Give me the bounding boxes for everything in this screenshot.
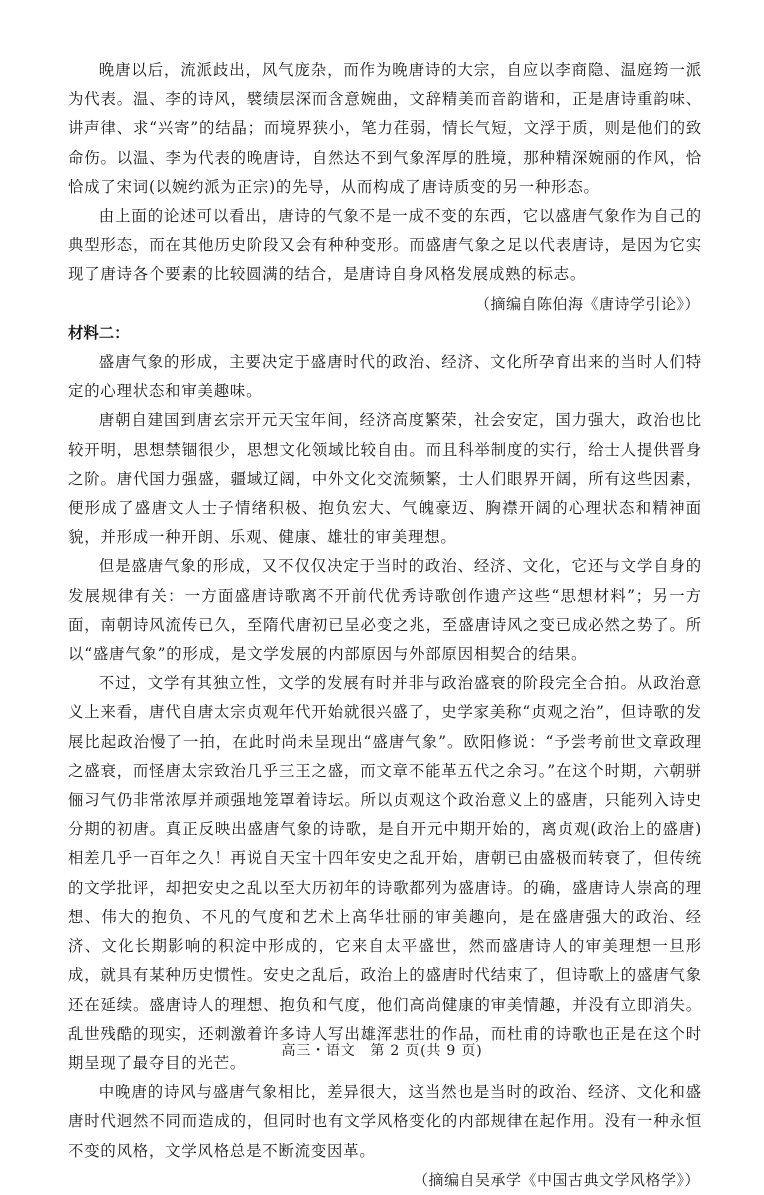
paragraph: 中晚唐的诗风与盛唐气象相比，差异很大，这当然也是当时的政治、经济、文化和盛唐时代迥然不同而造成的，但同时也有文学风格变化的内部规律在起作用。没有一种永恒不变的风格，文学风格总是不断流变因革。 — [68, 1083, 702, 1160]
paragraph: 唐朝自建国到唐玄宗开元天宝年间，经济高度繁荣，社会安定，国力强大，政治也比较开明，思想禁锢很少，思想文化领域比较自由。而且科举制度的实行，给士人提供晋身之阶。唐代国力强盛，疆域辽阔，中外文化交流频繁，士人们眼界开阔，所有这些因素，便形成了盛唐文人士子情绪积极、抱负宏大、气魄豪迈、胸襟开阔的心理状态和精神面貌，并形成一种开朗、乐观、健康、雄壮的审美理想。 — [68, 411, 702, 547]
source-citation: （摘编自吴承学《中国古典文学风格学》） — [412, 1170, 700, 1189]
paragraph: 晚唐以后，流派歧出，风气庞杂，而作为晚唐诗的大宗，自应以李商隐、温庭筠一派为代表。温、李的诗风，襞绩层深而含意婉曲，文辞精美而音韵谐和，正是唐诗重韵味、讲声律、求“兴寄”的结晶；而境界狭小，笔力荏弱，情长气短，文浮于质，则是他们的致命伤。以温、李为代表的晚唐诗，自然达不到气象浑厚的胜境，那种精深婉丽的作风，恰恰成了宋词(以婉约派为正宗)的先导，从而构成了唐诗质变的另一种形态。 — [68, 61, 702, 196]
paragraph: 盛唐气象的形成，主要决定于盛唐时代的政治、经济、文化所孕育出来的当时人们特定的心理状态和审美趣味。 — [68, 353, 702, 401]
page-footer: 高三・语文 第 2 页(共 9 页) — [281, 1043, 483, 1059]
paragraph: 不过，文学有其独立性，文学的发展有时并非与政治盛衰的阶段完全合拍。从政治意义上来看，唐代自唐太宗贞观年代开始就很兴盛了，史学家美称“贞观之治”，但诗歌的发展比起政治慢了一拍，在此时尚未呈现出“盛唐气象”。欧阳修说：“予尝考前世文章政理之盛衰，而怪唐太宗致治几乎三王之盛，而文章不能革五代之余习。”在这个时期，六朝骈俪习气仍非常浓厚并顽强地笼罩着诗坛。所以贞观这个政治意义上的盛唐，只能列入诗史分期的初唐。真正反映出盛唐气象的诗歌，是自开元中期开始的，离贞观(政治上的盛唐)相差几乎一百年之久！再说自天宝十四年安史之乱开始，唐朝已由盛极而转衰了，但传统的文学批评，却把安史之乱以至大历初年的诗歌都列为盛唐诗。的确，盛唐诗人崇高的理想、伟大的抱负、不凡的气度和艺术上高华壮丽的审美趣向，是在盛唐强大的政治、经济、文化长期影响的积淀中形成的，它来自太平盛世，然而盛唐诗人的审美理想一旦形成，就具有某种历史惯性。安史之乱后，政治上的盛唐时代结束了，但诗歌上的盛唐气象还在延续。盛唐诗人的理想、抱负和气度，他们高尚健康的审美情趣，并没有立即消失。乱世残酷的现实，还刺激着许多诗人写出雄浑悲壮的作品，而杜甫的诗歌也正是在这个时期呈现了最夺目的光芒。 — [68, 674, 702, 1072]
section-heading: 材料二： — [68, 323, 130, 342]
paragraph: 由上面的论述可以看出，唐诗的气象不是一成不变的东西，它以盛唐气象作为自己的典型形态，而在其他历史阶段又会有种种变形。而盛唐气象之足以代表唐诗，是因为它实现了唐诗各个要素的比较圆满的结合，是唐诗自身风格发展成熟的标志。 — [68, 207, 702, 284]
paragraph: 但是盛唐气象的形成，又不仅仅决定于当时的政治、经济、文化，它还与文学自身的发展规律有关：一方面盛唐诗歌离不开前代优秀诗歌创作遗产这些“思想材料”；另一方面，南朝诗风流传已久，至隋代唐初已呈必变之兆，至盛唐诗风之变已成必然之势了。所以“盛唐气象”的形成，是文学发展的内部原因与外部原因相契合的结果。 — [68, 557, 702, 664]
source-citation: （摘编自陈伯海《唐诗学引论》） — [474, 294, 700, 313]
